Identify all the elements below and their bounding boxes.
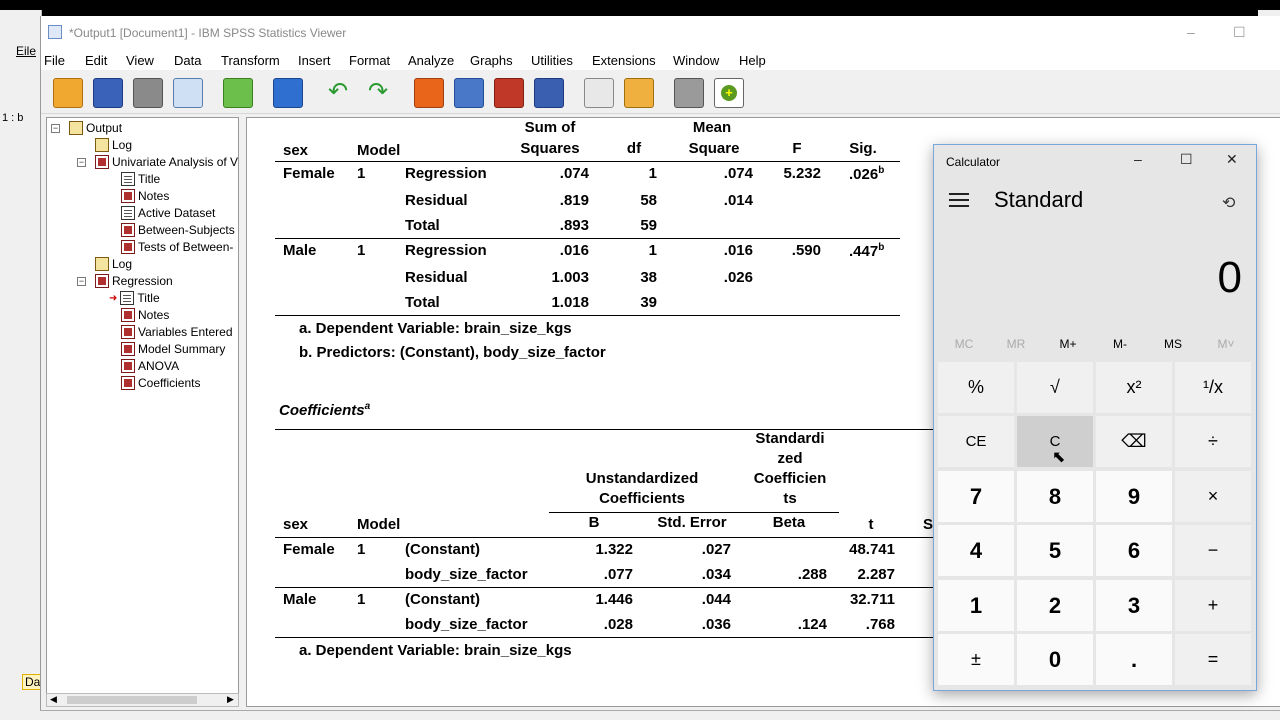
scroll-left-icon[interactable]: ◀ bbox=[50, 694, 57, 704]
calculator-minimize-button[interactable]: – bbox=[1134, 151, 1142, 167]
coef-header-model: Model bbox=[357, 516, 401, 533]
memory-store-button[interactable]: MS bbox=[1164, 337, 1182, 351]
coef-cell-t: 48.741 bbox=[849, 541, 895, 558]
goto-variable-icon[interactable] bbox=[494, 78, 524, 108]
scroll-right-icon[interactable]: ▶ bbox=[227, 694, 234, 704]
digit-7-button[interactable]: 7 bbox=[938, 471, 1014, 522]
undo-icon[interactable]: ↶ bbox=[327, 78, 349, 105]
anova-header-sex: sex bbox=[283, 142, 309, 159]
anova-cell-ss: .016 bbox=[559, 242, 589, 259]
tree-node-log[interactable] bbox=[95, 138, 132, 152]
tree-label: Log bbox=[112, 138, 133, 152]
tree-node-title[interactable] bbox=[109, 291, 160, 305]
anova-header-model: Model bbox=[357, 142, 401, 159]
coef-bottom-rule bbox=[275, 637, 945, 638]
menu-bar bbox=[41, 50, 1280, 70]
procedure-icon bbox=[95, 155, 109, 169]
goto-data-icon[interactable] bbox=[414, 78, 444, 108]
anova-cell-type: Regression bbox=[405, 242, 487, 259]
coef-group-rule bbox=[275, 587, 945, 588]
decimal-button[interactable]: . bbox=[1096, 634, 1172, 685]
coef-cell-term: (Constant) bbox=[405, 541, 480, 558]
anova-cell-f: .590 bbox=[791, 242, 821, 259]
anova-header-sum-of: Sum of bbox=[524, 119, 576, 136]
toolbar bbox=[41, 70, 1280, 114]
anova-header-df: df bbox=[626, 140, 642, 157]
table-icon bbox=[121, 359, 135, 373]
table-icon bbox=[121, 342, 135, 356]
anova-cell-type: Total bbox=[405, 217, 440, 234]
anova-header-sig: Sig. bbox=[849, 140, 877, 157]
anova-cell-ms: .026 bbox=[723, 269, 753, 286]
table-icon bbox=[121, 223, 135, 237]
tree-label: Coefficients bbox=[138, 376, 201, 390]
memory-clear-button[interactable]: MC bbox=[954, 337, 974, 351]
anova-cell-ms: .074 bbox=[723, 165, 753, 182]
digit-5-button[interactable]: 5 bbox=[1017, 525, 1093, 576]
tree-node-coefficients[interactable] bbox=[121, 376, 200, 390]
digit-8-button[interactable]: 8 bbox=[1017, 471, 1093, 522]
coefficients-top-rule bbox=[275, 429, 945, 430]
log-icon bbox=[95, 138, 109, 152]
anova-cell-model: 1 bbox=[357, 242, 366, 259]
memory-subtract-button[interactable]: M- bbox=[1113, 337, 1127, 351]
calculator-title: Calculator bbox=[946, 155, 1001, 169]
coef-header-std-1: Standardi bbox=[755, 430, 825, 447]
multiply-button[interactable]: × bbox=[1175, 471, 1251, 522]
coef-subheader-rule bbox=[549, 512, 839, 513]
anova-cell-ms: .014 bbox=[723, 192, 753, 209]
coef-cell-model: 1 bbox=[357, 591, 366, 608]
spss-app-icon bbox=[48, 25, 62, 39]
outline-pane bbox=[46, 117, 239, 695]
anova-cell-type: Residual bbox=[405, 269, 468, 286]
anova-cell-df: 1 bbox=[648, 242, 657, 259]
menu-utilities[interactable]: Utilities bbox=[531, 53, 573, 68]
tree-node-between-subjects[interactable] bbox=[121, 223, 235, 237]
clear-button[interactable]: C bbox=[1017, 416, 1093, 467]
coef-cell-se: .036 bbox=[701, 616, 731, 633]
anova-header-f: F bbox=[792, 140, 802, 157]
calculator-close-button[interactable]: ✕ bbox=[1226, 151, 1238, 167]
menu-help[interactable]: Help bbox=[739, 53, 766, 68]
menu-view[interactable]: View bbox=[126, 53, 154, 68]
redo-icon[interactable]: ↷ bbox=[367, 78, 389, 105]
add-button[interactable]: + bbox=[1175, 580, 1251, 631]
print-icon[interactable] bbox=[133, 78, 163, 108]
tree-node-tests-of-between[interactable] bbox=[121, 240, 233, 254]
anova-group-rule bbox=[275, 238, 900, 239]
subtract-button[interactable]: − bbox=[1175, 525, 1251, 576]
reciprocal-button[interactable]: ¹/x bbox=[1175, 362, 1251, 413]
coef-cell-b: 1.446 bbox=[595, 591, 633, 608]
minimize-button[interactable]: – bbox=[1187, 24, 1195, 40]
coef-cell-beta: .124 bbox=[797, 616, 827, 633]
anova-cell-df: 59 bbox=[640, 217, 657, 234]
tree-label: Variables Entered bbox=[138, 325, 233, 339]
tree-label: Between-Subjects bbox=[138, 223, 235, 237]
menu-window[interactable]: Window bbox=[673, 53, 720, 68]
coef-cell-term: body_size_factor bbox=[405, 566, 528, 583]
designate-window-icon[interactable] bbox=[674, 78, 704, 108]
anova-cell-f: 5.232 bbox=[783, 165, 821, 182]
coef-header-sig-partial: S bbox=[923, 516, 934, 533]
tree-node-notes[interactable] bbox=[121, 189, 169, 203]
anova-cell-type: Residual bbox=[405, 192, 468, 209]
digit-0-button[interactable]: 0 bbox=[1017, 634, 1093, 685]
procedure-icon bbox=[95, 274, 109, 288]
coef-footnote-a: a. Dependent Variable: brain_size_kgs bbox=[299, 642, 572, 659]
anova-cell-type: Total bbox=[405, 294, 440, 311]
tree-node-univariate[interactable] bbox=[77, 155, 238, 169]
digit-6-button[interactable]: 6 bbox=[1096, 525, 1172, 576]
calculator-window bbox=[933, 144, 1257, 691]
status-bar bbox=[40, 710, 1280, 720]
coef-header-rule bbox=[275, 537, 945, 538]
coef-cell-se: .034 bbox=[701, 566, 731, 583]
coef-header-std-4: ts bbox=[783, 490, 797, 507]
notes-icon bbox=[121, 308, 135, 322]
tree-node-notes[interactable] bbox=[121, 308, 169, 322]
calculator-maximize-button[interactable]: ☐ bbox=[1180, 151, 1193, 167]
title-icon bbox=[120, 291, 134, 305]
menu-extensions[interactable]: Extensions bbox=[592, 53, 656, 68]
title-bar bbox=[41, 16, 1280, 50]
anova-cell-ms: .016 bbox=[723, 242, 753, 259]
collapse-icon[interactable]: − bbox=[78, 156, 85, 167]
anova-cell-df: 1 bbox=[648, 165, 657, 182]
anova-cell-ss: .893 bbox=[559, 217, 589, 234]
coef-header-beta: Beta bbox=[772, 514, 806, 531]
backspace-button[interactable]: ⌫ bbox=[1096, 416, 1172, 467]
current-item-arrow-icon: ➜ bbox=[109, 292, 118, 304]
tree-label: Active Dataset bbox=[138, 206, 216, 220]
tree-label: Notes bbox=[138, 308, 170, 322]
coef-cell-sex: Male bbox=[283, 591, 317, 608]
print-preview-icon[interactable] bbox=[173, 78, 203, 108]
coef-cell-b: 1.322 bbox=[595, 541, 633, 558]
anova-header-square: Square bbox=[688, 140, 740, 157]
tree-node-regression[interactable] bbox=[77, 274, 173, 288]
goto-case-icon[interactable] bbox=[454, 78, 484, 108]
anova-cell-sig: .447$^b$ bbox=[849, 242, 885, 260]
scrollbar-thumb[interactable] bbox=[67, 696, 197, 704]
tree-node-log[interactable] bbox=[95, 257, 132, 271]
anova-cell-ss: 1.018 bbox=[551, 294, 589, 311]
menu-insert[interactable]: Insert bbox=[298, 53, 331, 68]
insert-output-icon[interactable]: + bbox=[714, 78, 744, 108]
coef-cell-b: .077 bbox=[603, 566, 633, 583]
tree-label: Title bbox=[137, 291, 160, 305]
coef-header-unstd-1: Unstandardized bbox=[585, 470, 699, 487]
table-icon bbox=[121, 240, 135, 254]
memory-add-button[interactable]: M+ bbox=[1059, 337, 1077, 351]
calculator-display: 0 bbox=[1217, 253, 1242, 302]
anova-bottom-rule bbox=[275, 315, 900, 316]
coef-cell-t: .768 bbox=[865, 616, 895, 633]
coef-cell-b: .028 bbox=[603, 616, 633, 633]
save-icon[interactable] bbox=[93, 78, 123, 108]
digit-1-button[interactable]: 1 bbox=[938, 580, 1014, 631]
collapse-icon[interactable]: − bbox=[78, 275, 85, 286]
menu-analyze[interactable]: Analyze bbox=[408, 53, 455, 68]
maximize-button[interactable]: ☐ bbox=[1233, 24, 1246, 40]
anova-cell-ss: 1.003 bbox=[551, 269, 589, 286]
anova-cell-ss: .819 bbox=[559, 192, 589, 209]
background-data-tab[interactable]: Da bbox=[22, 674, 43, 690]
coef-header-unstd-2: Coefficients bbox=[599, 490, 685, 507]
tree-label: Regression bbox=[112, 274, 173, 288]
variables-icon[interactable] bbox=[534, 78, 564, 108]
coef-cell-t: 2.287 bbox=[857, 566, 895, 583]
tree-node-anova[interactable] bbox=[121, 359, 179, 373]
coef-cell-t: 32.711 bbox=[849, 591, 895, 608]
anova-header-mean: Mean bbox=[692, 119, 732, 136]
tree-label: Log bbox=[112, 257, 133, 271]
menu-graphs[interactable]: Graphs bbox=[470, 53, 513, 68]
tree-node-model-summary[interactable] bbox=[121, 342, 225, 356]
anova-footnote-b: b. Predictors: (Constant), body_size_factor bbox=[299, 344, 606, 361]
menu-file[interactable]: File bbox=[44, 53, 65, 68]
coef-cell-sex: Female bbox=[283, 541, 335, 558]
text-icon bbox=[121, 206, 135, 220]
hamburger-menu-icon[interactable] bbox=[949, 193, 969, 207]
background-cell-label: 1 : b bbox=[2, 112, 24, 124]
coef-header-t: t bbox=[868, 516, 874, 533]
notes-icon bbox=[121, 189, 135, 203]
percent-button[interactable]: % bbox=[938, 362, 1014, 413]
tree-label: Output bbox=[86, 121, 123, 135]
background-data-editor bbox=[0, 10, 42, 720]
anova-cell-ss: .074 bbox=[559, 165, 589, 182]
output-book-icon bbox=[69, 121, 83, 135]
tree-label: Notes bbox=[138, 189, 170, 203]
coef-cell-se: .027 bbox=[701, 541, 731, 558]
negate-button[interactable]: ± bbox=[938, 634, 1014, 685]
digit-4-button[interactable]: 4 bbox=[938, 525, 1014, 576]
memory-recall-button[interactable]: MR bbox=[1006, 337, 1026, 351]
title-icon bbox=[121, 172, 135, 186]
tree-label: ANOVA bbox=[138, 359, 180, 373]
menu-format[interactable]: Format bbox=[349, 53, 391, 68]
outline-horizontal-scrollbar[interactable] bbox=[46, 693, 239, 707]
digit-3-button[interactable]: 3 bbox=[1096, 580, 1172, 631]
menu-edit[interactable]: Edit bbox=[85, 53, 108, 68]
table-icon bbox=[121, 325, 135, 339]
log-icon bbox=[95, 257, 109, 271]
tree-label: Tests of Between- bbox=[138, 240, 234, 254]
equals-button[interactable]: = bbox=[1175, 634, 1251, 685]
anova-header-squares: Squares bbox=[520, 140, 580, 157]
run-script-icon[interactable] bbox=[624, 78, 654, 108]
mouse-cursor-icon: ⬉ bbox=[1052, 449, 1066, 466]
collapse-icon[interactable]: − bbox=[52, 122, 59, 133]
coef-header-std-2: zed bbox=[777, 450, 803, 467]
divide-button[interactable]: ÷ bbox=[1175, 416, 1251, 467]
menu-data[interactable]: Data bbox=[174, 53, 202, 68]
calculator-mode: Standard bbox=[994, 187, 1084, 212]
tree-label: Title bbox=[138, 172, 161, 186]
history-icon[interactable]: ⟲ bbox=[1222, 195, 1236, 212]
anova-cell-model: 1 bbox=[357, 165, 366, 182]
anova-cell-sex: Female bbox=[283, 165, 335, 182]
tree-node-active-dataset[interactable] bbox=[121, 206, 215, 220]
coef-cell-beta: .288 bbox=[797, 566, 827, 583]
coef-cell-term: (Constant) bbox=[405, 591, 480, 608]
anova-footnote-a: a. Dependent Variable: brain_size_kgs bbox=[299, 320, 572, 337]
coef-header-se: Std. Error bbox=[657, 514, 727, 531]
coef-header-b: B bbox=[588, 514, 600, 531]
anova-cell-sex: Male bbox=[283, 242, 317, 259]
digit-2-button[interactable]: 2 bbox=[1017, 580, 1093, 631]
coef-header-std-3: Coefficien bbox=[753, 470, 827, 487]
coef-cell-term: body_size_factor bbox=[405, 616, 528, 633]
tree-node-variables-entered[interactable] bbox=[121, 325, 233, 339]
tree-label: Model Summary bbox=[138, 342, 226, 356]
export-icon[interactable] bbox=[223, 78, 253, 108]
memory-list-button[interactable]: M˅ bbox=[1217, 337, 1235, 351]
anova-cell-df: 39 bbox=[640, 294, 657, 311]
window-title: *Output1 [Document1] - IBM SPSS Statistics Viewer bbox=[69, 26, 347, 40]
anova-cell-sig: .026$^b$ bbox=[849, 165, 885, 183]
digit-9-button[interactable]: 9 bbox=[1096, 471, 1172, 522]
tree-label: Univariate Analysis of V bbox=[112, 155, 239, 169]
edit-icon[interactable] bbox=[584, 78, 614, 108]
square-root-button[interactable]: √ bbox=[1017, 362, 1093, 413]
anova-cell-df: 58 bbox=[640, 192, 657, 209]
clear-entry-button[interactable]: CE bbox=[938, 416, 1014, 467]
recall-dialog-icon[interactable] bbox=[273, 78, 303, 108]
pane-splitter[interactable] bbox=[239, 117, 245, 707]
background-file-menu: Eile bbox=[16, 44, 37, 58]
open-icon[interactable] bbox=[53, 78, 83, 108]
anova-cell-type: Regression bbox=[405, 165, 487, 182]
table-icon bbox=[121, 376, 135, 390]
tree-node-title[interactable] bbox=[121, 172, 160, 186]
coefficients-title: Coefficients$^a$ bbox=[279, 401, 371, 419]
coef-cell-se: .044 bbox=[701, 591, 731, 608]
coef-cell-model: 1 bbox=[357, 541, 366, 558]
anova-header-rule bbox=[275, 161, 900, 162]
menu-transform[interactable]: Transform bbox=[221, 53, 280, 68]
coef-header-sex: sex bbox=[283, 516, 309, 533]
square-button[interactable]: x² bbox=[1096, 362, 1172, 413]
anova-cell-df: 38 bbox=[640, 269, 657, 286]
tree-node-output[interactable] bbox=[51, 121, 122, 135]
